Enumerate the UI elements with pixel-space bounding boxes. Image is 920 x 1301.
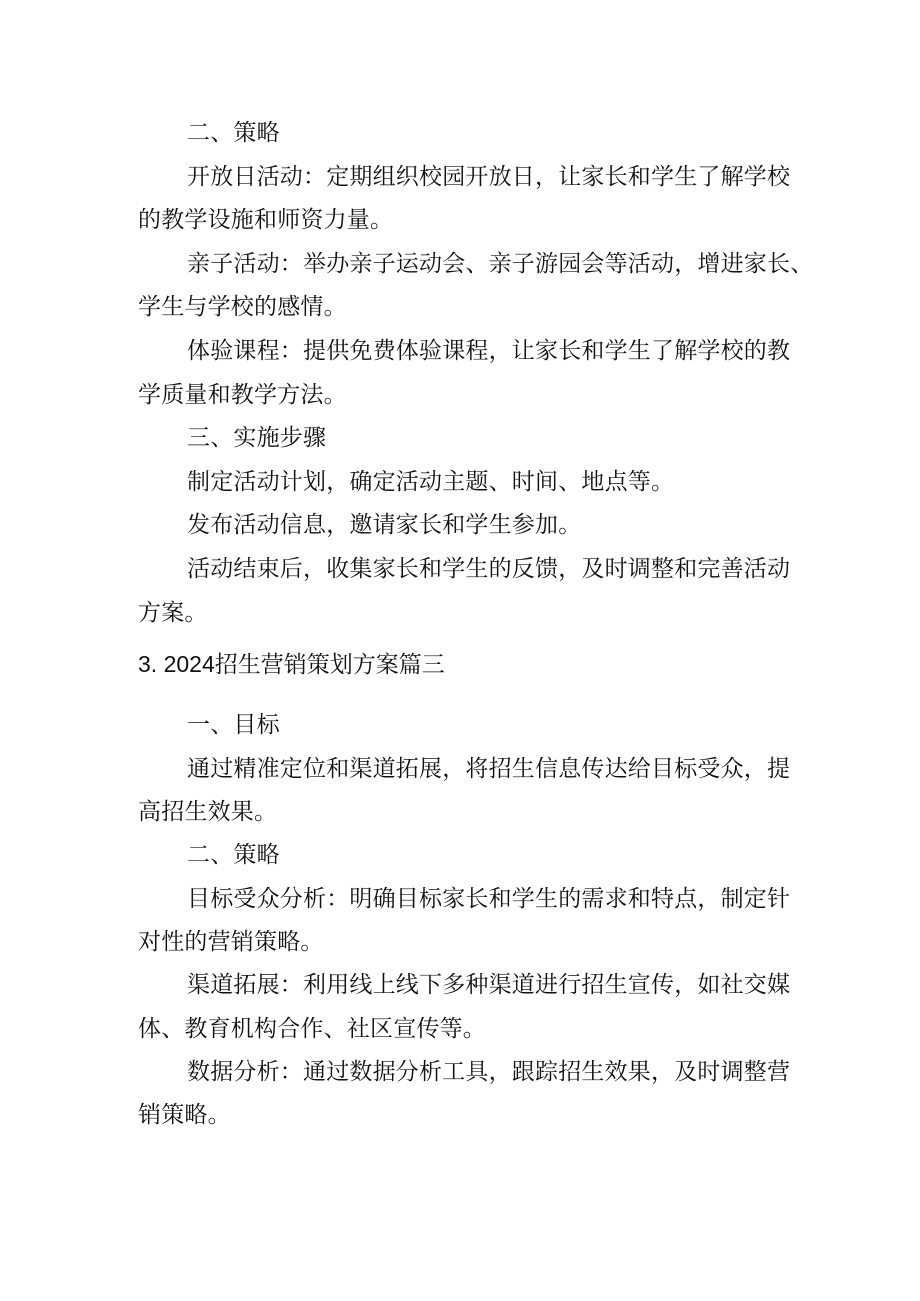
paragraph-open-day-line2: 的教学设施和师资力量。	[138, 207, 394, 233]
paragraph-audience-line2: 对性的营销策略。	[138, 929, 324, 955]
paragraph-step-plan: 制定活动计划，确定活动主题、时间、地点等。	[187, 469, 675, 495]
paragraph-step-feedback-line2: 方案。	[138, 600, 208, 626]
section-heading: 3. 2024招生营销策划方案篇三	[138, 651, 445, 677]
paragraph-open-day-line1: 开放日活动：定期组织校园开放日，让家长和学生了解学校	[187, 164, 791, 190]
paragraph-channels-line1: 渠道拓展：利用线上线下多种渠道进行招生宣传，如社交媒	[187, 972, 791, 998]
section-title-strategy-2: 二、策略	[187, 842, 280, 868]
paragraph-goal-line1: 通过精准定位和渠道拓展，将招生信息传达给目标受众，提	[187, 756, 791, 782]
paragraph-data-line2: 销策略。	[138, 1102, 231, 1128]
paragraph-parent-child-line1: 亲子活动：举办亲子运动会、亲子游园会等活动，增进家长、	[187, 251, 814, 277]
paragraph-step-feedback-line1: 活动结束后，收集家长和学生的反馈，及时调整和完善活动	[187, 556, 791, 582]
section-title-strategy: 二、策略	[187, 120, 280, 146]
section-title-steps: 三、实施步骤	[187, 425, 327, 451]
paragraph-parent-child-line2: 学生与学校的感情。	[138, 294, 347, 320]
paragraph-trial-course-line1: 体验课程：提供免费体验课程，让家长和学生了解学校的教	[187, 338, 791, 364]
paragraph-goal-line2: 高招生效果。	[138, 799, 278, 825]
paragraph-data-line1: 数据分析：通过数据分析工具，跟踪招生效果，及时调整营	[187, 1059, 791, 1085]
paragraph-step-publish: 发布活动信息，邀请家长和学生参加。	[187, 512, 582, 538]
section-title-goal: 一、目标	[187, 712, 280, 738]
paragraph-trial-course-line2: 学质量和教学方法。	[138, 382, 347, 408]
paragraph-audience-line1: 目标受众分析：明确目标家长和学生的需求和特点，制定针	[187, 886, 791, 912]
paragraph-channels-line2: 体、教育机构合作、社区宣传等。	[138, 1016, 486, 1042]
